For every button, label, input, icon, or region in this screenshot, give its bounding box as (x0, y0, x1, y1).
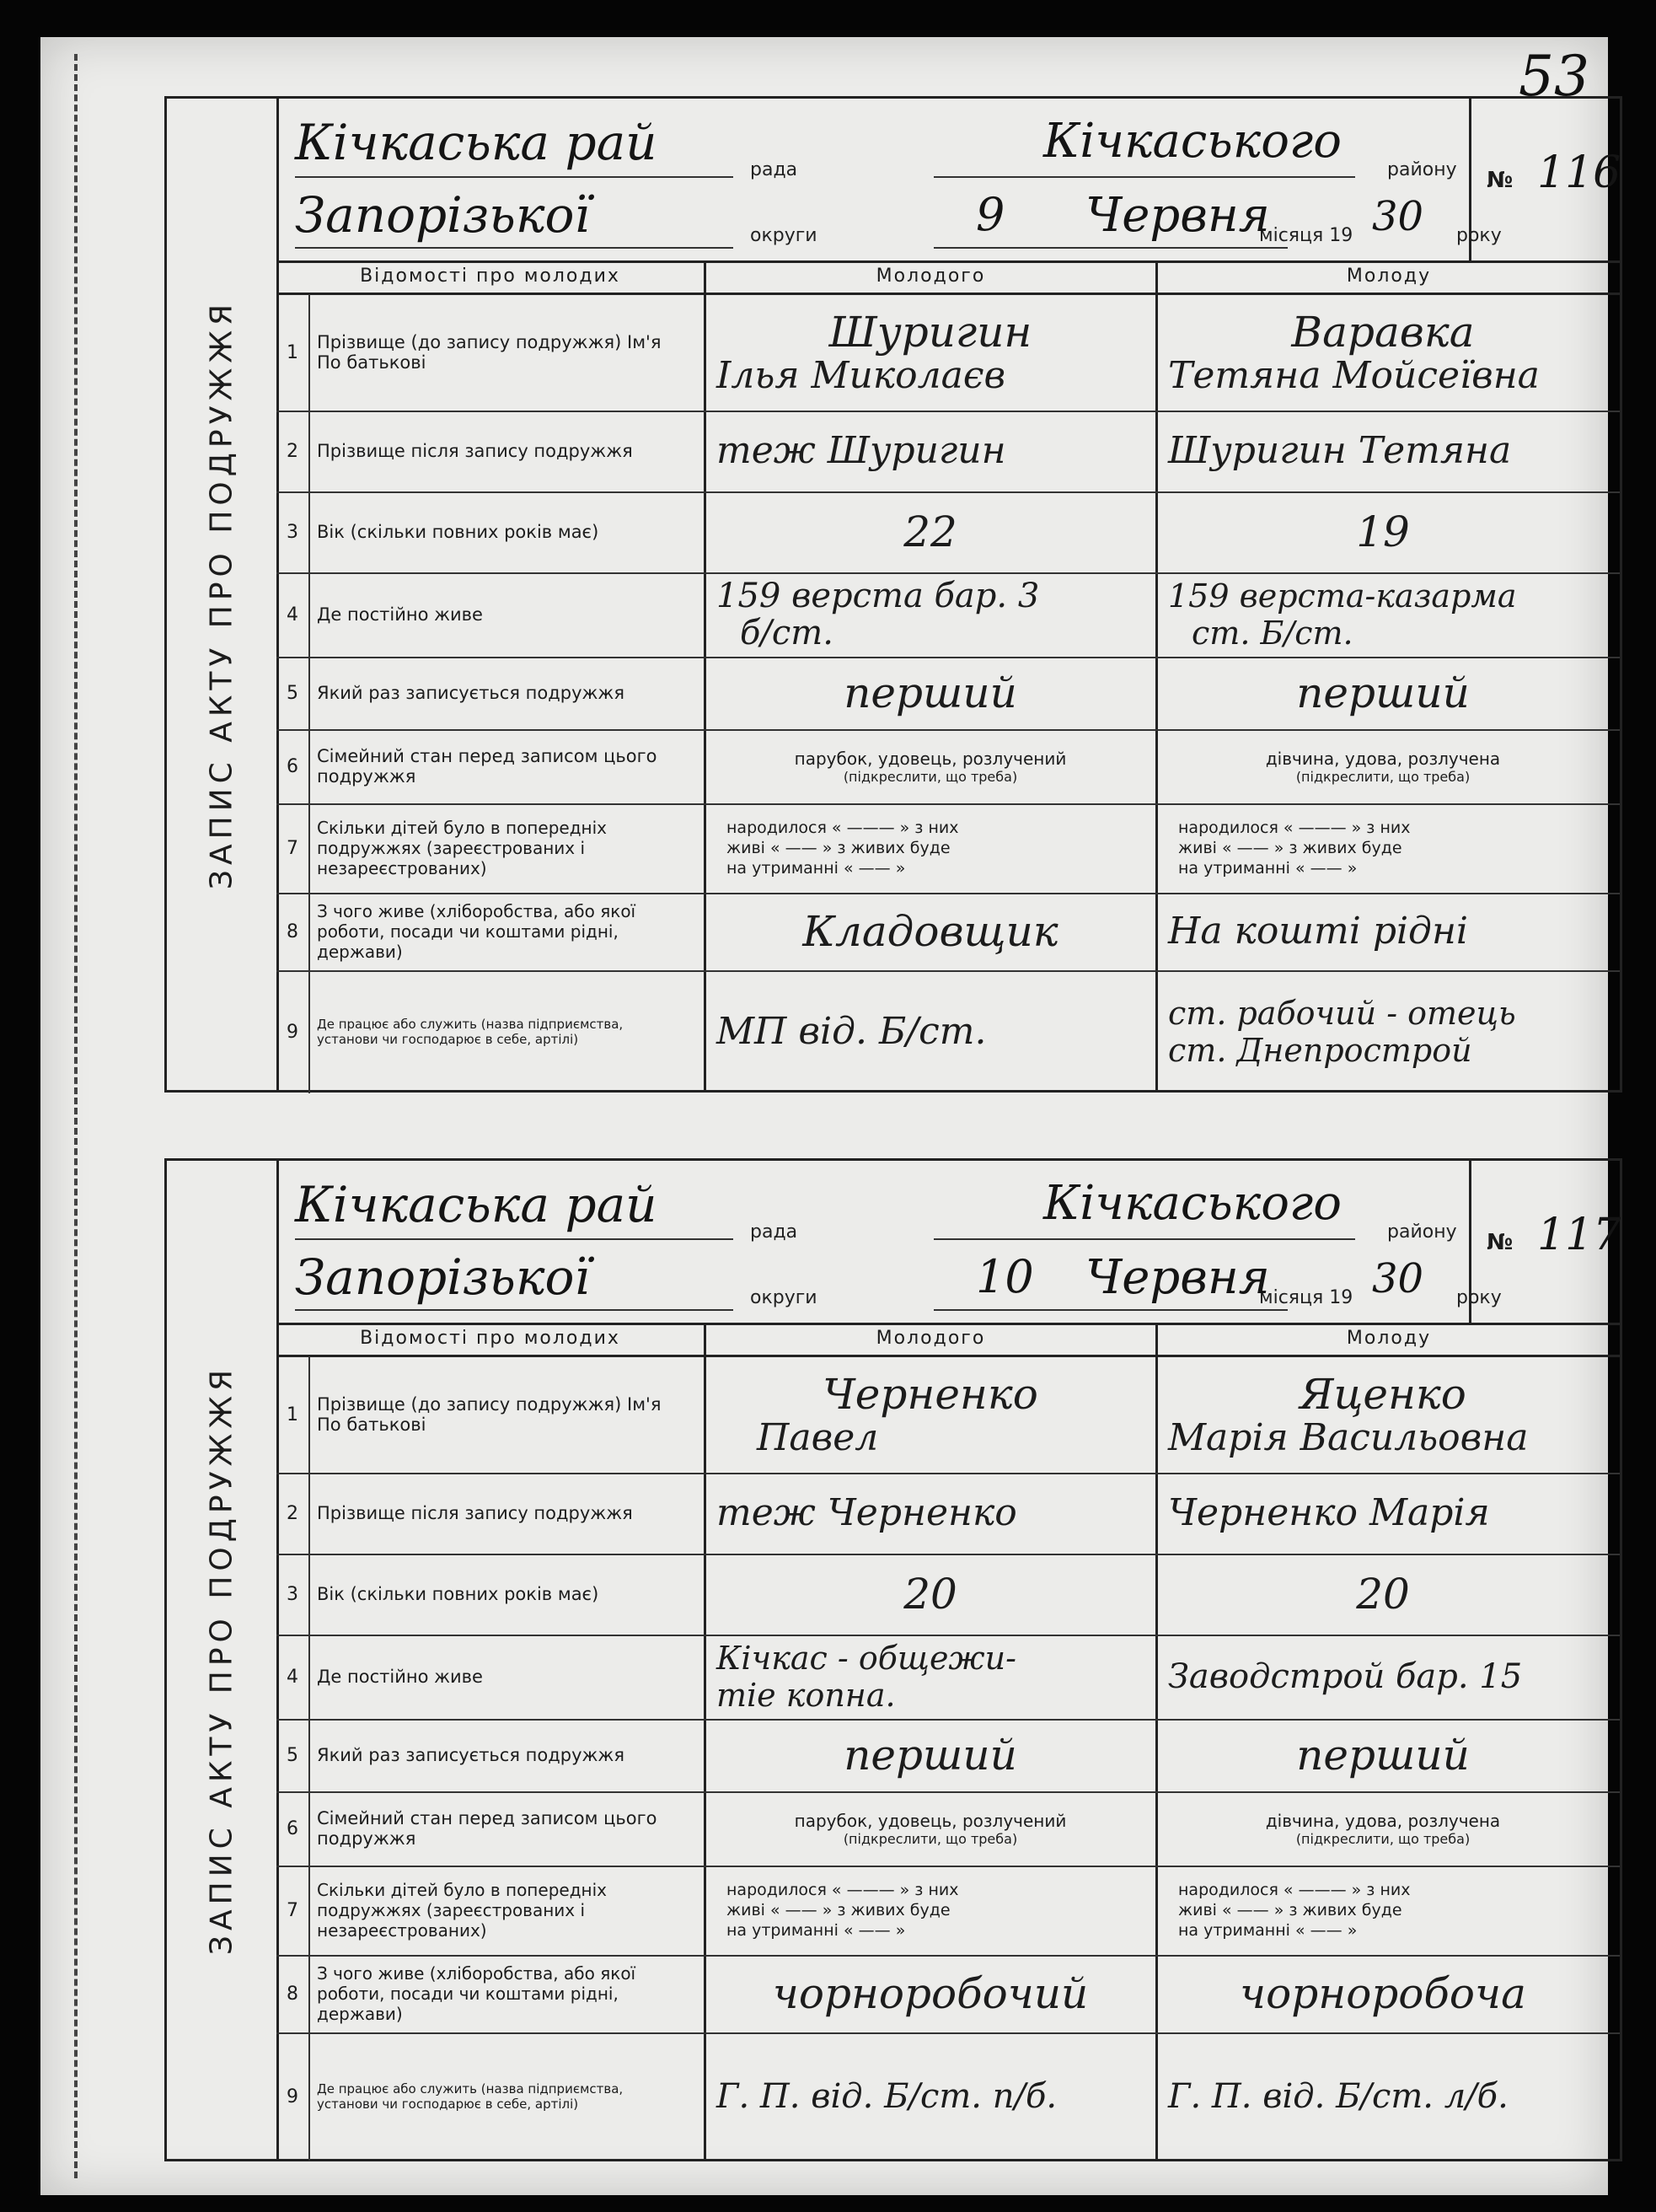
bride-occupation: чорноробоча (1240, 1969, 1526, 2018)
col-groom-header: Молодого (704, 260, 1158, 295)
bride-marriage-count: перший (1296, 668, 1470, 717)
row-surname-after: 2 Прізвище після запису подружжя теж Черненко Черненко Марія (276, 1473, 1620, 1555)
row-marriage-count: 5 Який раз записується подружжя перший перший (276, 657, 1620, 731)
rada-label: рада (750, 159, 798, 180)
year-value: 30 (1372, 1255, 1424, 1302)
rada-label: рада (750, 1221, 798, 1243)
okruha-value: Запорізької (295, 186, 590, 244)
record-header (276, 99, 1620, 263)
marriage-record (164, 1158, 1622, 2161)
groom-workplace: Г. П. від. Б/ст. п/б. (716, 2077, 1058, 2116)
bride-workplace: Г. П. від. Б/ст. л/б. (1168, 2077, 1509, 2116)
raion-label: району (1387, 159, 1457, 180)
bride-age: 19 (1356, 507, 1410, 556)
col-bride-header: Молоду (1158, 260, 1620, 295)
groom-residence: Кічкас - общежи- (716, 1640, 1016, 1677)
groom-name: Ілья Миколаєв (716, 354, 1006, 397)
groom-age: 20 (903, 1570, 957, 1619)
raion-value: Кічкаського (1043, 114, 1342, 169)
groom-marriage-count: перший (844, 668, 1017, 717)
register-page (40, 37, 1621, 2195)
month-value: Червня (1085, 188, 1270, 243)
bride-marriage-count: перший (1296, 1731, 1470, 1780)
groom-marriage-count: перший (844, 1731, 1017, 1780)
row-children: 7 Скільки дітей було в попередніх подружжях (зареєстрованих і незареєстрованих) народилося « ——— » з них живі « —— » з живих буде на утриманні « —— » народилося « ——— » з них живі « —— » з живих буде на утриманні « —— » (276, 803, 1620, 894)
row-age: 3 Вік (скільки повних років має) 20 20 (276, 1554, 1620, 1636)
bride-workplace: ст. рабочий - отець (1168, 995, 1516, 1032)
bride-residence: Заводстрой бар. 15 (1168, 1657, 1523, 1696)
row-workplace: 9 Де працює або служить (назва підприємства, установи чи господарює в себе, артілі) Г. П. від. Б/ст. п/б. Г. П. від. Б/ст. л/б. (276, 2032, 1620, 2161)
row-marital-status: 6 Сімейний стан перед записом цього подружжя парубок, удовець, розлучений (підкреслити, що треба) дівчина, удова, розлучена (підкреслити, що треба) (276, 729, 1620, 805)
raion-label: району (1387, 1221, 1457, 1243)
okruha-value: Запорізької (295, 1248, 590, 1306)
year-label: року (1456, 1287, 1502, 1308)
row-residence: 4 Де постійно живе 159 верста бар. 3 б/ст. 159 верста-казарма ст. Б/ст. (276, 572, 1620, 658)
bride-occupation: На кошті рідні (1168, 910, 1468, 953)
row-children: 7 Скільки дітей було в попередніх подружжях (зареєстрованих і незареєстрованих) народилося « ——— » з них живі « —— » з живих буде на утриманні « —— » народилося « ——— » з них живі « —— » з живих буде на утриманні « —— » (276, 1866, 1620, 1957)
groom-occupation: чорноробочий (772, 1969, 1089, 2018)
side-title: ЗАПИС АКТУ ПРО ПОДРУЖЖЯ (167, 1161, 279, 2159)
bride-surname-after: Черненко Марія (1168, 1491, 1490, 1534)
bride-residence: 159 верста-казарма (1168, 577, 1517, 615)
groom-surname: Черненко (823, 1370, 1038, 1419)
row-residence: 4 Де постійно живе Кічкас - общежи- тіе копна. Заводстрой бар. 15 (276, 1635, 1620, 1721)
groom-name: Павел (757, 1416, 879, 1459)
groom-status: парубок, удовець, розлучений (794, 1810, 1067, 1831)
month-label: місяця 19 (1259, 1287, 1353, 1308)
bride-status: дівчина, удова, розлучена (1265, 748, 1501, 769)
rada-value: Кічкаська рай (295, 1176, 657, 1233)
groom-surname-after: теж Черненко (716, 1491, 1017, 1534)
groom-status: парубок, удовець, розлучений (794, 748, 1067, 769)
raion-value: Кічкаського (1043, 1176, 1342, 1231)
groom-age: 22 (903, 507, 957, 556)
col-info-header: Відомості про молодих (276, 260, 704, 295)
record-header (276, 1161, 1620, 1325)
groom-workplace: МП від. Б/ст. (716, 1010, 987, 1053)
page-number: 53 (1519, 44, 1589, 109)
record-number: 117 (1537, 1210, 1621, 1260)
groom-surname: Шуригин (828, 308, 1032, 357)
groom-occupation: Кладовщик (802, 907, 1058, 956)
marriage-record (164, 96, 1622, 1093)
bride-surname: Варавка (1291, 308, 1475, 357)
bride-status: дівчина, удова, розлучена (1265, 1810, 1501, 1831)
bride-surname: Яценко (1300, 1370, 1466, 1419)
month-value: Червня (1085, 1250, 1270, 1305)
bride-surname-after: Шуригин Тетяна (1168, 429, 1512, 472)
groom-residence: 159 верста бар. 3 (716, 577, 1040, 615)
col-groom-header: Молодого (704, 1323, 1158, 1357)
row-marriage-count: 5 Який раз записується подружжя перший перший (276, 1719, 1620, 1793)
rada-value: Кічкаська рай (295, 114, 657, 171)
record-grid (276, 1323, 1620, 2159)
row-surname-after: 2 Прізвище після запису подружжя теж Шуригин Шуригин Тетяна (276, 411, 1620, 493)
month-label: місяця 19 (1259, 225, 1353, 246)
row-occupation: 8 З чого живе (хліборобства, або якої роботи, посади чи коштами рідні, держави) чорноробочий чорноробоча (276, 1955, 1620, 2034)
record-number-box (1469, 1161, 1620, 1323)
record-number-box (1469, 99, 1620, 260)
number-label: № (1487, 168, 1514, 193)
day-value: 10 (976, 1250, 1034, 1303)
groom-surname-after: теж Шуригин (716, 429, 1006, 472)
row-names: 1 Прізвище (до запису подружжя) Ім'я По батькові Черненко Павел Яценко Марія Васильовна (276, 1356, 1620, 1474)
year-label: року (1456, 225, 1502, 246)
row-occupation: 8 З чого живе (хліборобства, або якої роботи, посади чи коштами рідні, держави) Кладовщик На кошті рідні (276, 893, 1620, 972)
row-names: 1 Прізвище (до запису подружжя) Ім'я По батькові Шуригин Ілья Миколаєв Варавка Тетяна Мойсеївна (276, 294, 1620, 412)
bride-name: Марія Васильовна (1168, 1416, 1529, 1459)
year-value: 30 (1372, 193, 1424, 240)
col-bride-header: Молоду (1158, 1323, 1620, 1357)
bride-name: Тетяна Мойсеївна (1168, 354, 1540, 397)
side-title: ЗАПИС АКТУ ПРО ПОДРУЖЖЯ (167, 99, 279, 1090)
row-marital-status: 6 Сімейний стан перед записом цього подружжя парубок, удовець, розлучений (підкреслити, що треба) дівчина, удова, розлучена (підкреслити, що треба) (276, 1791, 1620, 1867)
number-label: № (1487, 1230, 1514, 1255)
okruha-label: округи (750, 1287, 817, 1308)
record-number: 116 (1537, 148, 1621, 198)
col-info-header: Відомості про молодих (276, 1323, 704, 1357)
day-value: 9 (976, 188, 1005, 241)
row-workplace: 9 Де працює або служить (назва підприємства, установи чи господарює в себе, артілі) МП від. Б/ст. ст. рабочий - отець ст. Днепрострой (276, 970, 1620, 1093)
bride-age: 20 (1356, 1570, 1410, 1619)
okruha-label: округи (750, 225, 817, 246)
row-age: 3 Вік (скільки повних років має) 22 19 (276, 491, 1620, 574)
record-grid (276, 260, 1620, 1090)
